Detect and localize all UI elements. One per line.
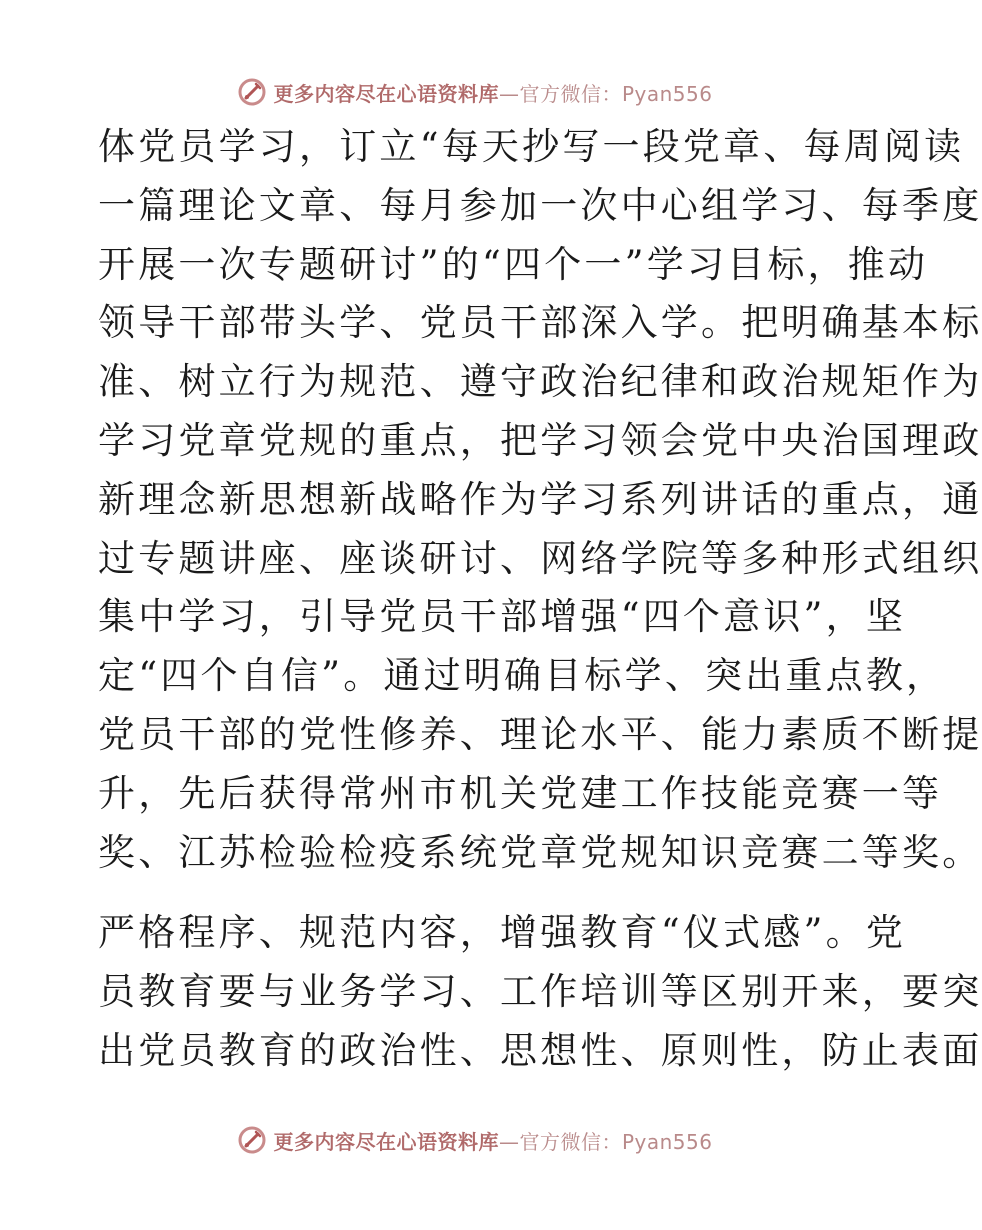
text-line: 升，先后获得常州市机关党建工作技能竞赛一等 <box>98 771 943 815</box>
brand-logo-icon <box>237 77 267 107</box>
brand-logo-icon <box>237 1125 267 1155</box>
watermark-text <box>273 78 712 107</box>
text-line: 学习党章党规的重点，把学习领会党中央治国理政 <box>98 418 982 462</box>
watermark-contact: —官方微信：Pyan556 <box>498 1129 713 1154</box>
watermark-brand: 更多内容尽在心语资料库 <box>273 81 499 106</box>
text-line: 定“四个自信”。通过明确目标学、突出重点教， <box>98 654 947 698</box>
paragraph-2 <box>98 904 982 1080</box>
header-watermark <box>0 72 950 112</box>
text-line: 党员干部的党性修养、理论水平、能力素质不断提 <box>98 712 982 756</box>
document-body <box>98 118 982 1081</box>
text-line: 员教育要与业务学习、工作培训等区别开来，要突 <box>98 970 982 1014</box>
paragraph-spacer <box>98 882 858 904</box>
text-line: 新理念新思想新战略作为学习系列讲话的重点，通 <box>98 477 982 521</box>
text-line: 集中学习，引导党员干部增强“四个意识”，坚 <box>98 595 907 639</box>
text-line: 领导干部带头学、党员干部深入学。把明确基本标 <box>98 301 982 345</box>
text-line: 奖、江苏检验检疫系统党章党规知识竞赛二等奖。 <box>98 830 982 874</box>
text-line: 准、树立行为规范、遵守政治纪律和政治规矩作为 <box>98 360 982 404</box>
footer-watermark <box>0 1120 950 1160</box>
text-line: 严格程序、规范内容，增强教育“仪式感”。党 <box>98 911 907 955</box>
text-line: 过专题讲座、座谈研讨、网络学院等多种形式组织 <box>98 536 982 580</box>
watermark-contact: —官方微信：Pyan556 <box>498 81 713 106</box>
watermark-text <box>273 1126 712 1155</box>
text-line: 体党员学习，订立“每天抄写一段党章、每周阅读 <box>98 125 965 168</box>
paragraph-1 <box>98 118 982 882</box>
watermark-brand: 更多内容尽在心语资料库 <box>273 1129 499 1154</box>
text-line: 一篇理论文章、每月参加一次中心组学习、每季度 <box>98 183 982 227</box>
text-line: 出党员教育的政治性、思想性、原则性，防止表面 <box>98 1028 982 1072</box>
text-line: 开展一次专题研讨”的“四个一”学习目标，推动 <box>98 242 929 286</box>
